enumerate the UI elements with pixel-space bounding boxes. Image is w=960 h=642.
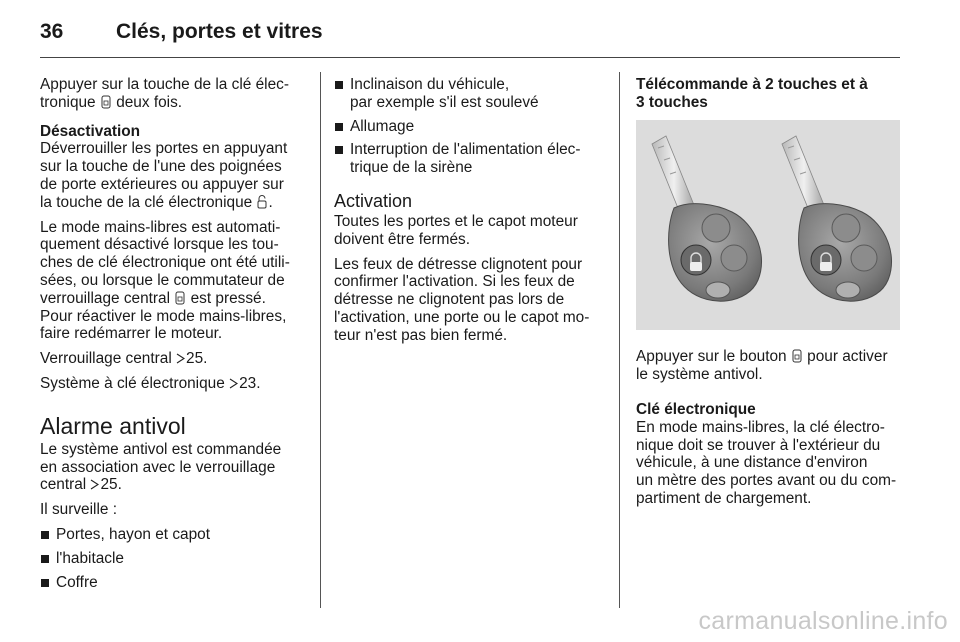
bullet-icon — [41, 555, 49, 563]
bullet-icon — [41, 579, 49, 587]
paragraph-deactivation: Déverrouiller les portes en appuyant sur la touche de l'une des poignées de porte extérieures ou appuyer sur la touche de la clé électronique . — [40, 140, 288, 211]
page-title: Clés, portes et vitres — [116, 20, 323, 43]
column-divider — [320, 72, 321, 608]
open-lock-icon — [257, 195, 267, 209]
bullet-icon — [335, 81, 343, 89]
list-item: Interruption de l'alimentation élec- trique de la sirène — [334, 141, 606, 177]
list-item: Portes, hayon et capot — [40, 526, 308, 544]
arrow-ref-icon — [229, 378, 238, 389]
page-number: 36 — [40, 20, 64, 43]
electronic-key-heading: Clé électronique — [636, 400, 756, 418]
remote-heading: Télécommande à 2 touches et à 3 touches — [636, 76, 868, 111]
watermark: carmanualsonline.info — [698, 607, 948, 635]
column-middle — [334, 76, 606, 352]
list-item: l'habitacle — [40, 550, 308, 568]
paragraph-handsfree-mode: Le mode mains-libres est automati- quement désactivé lorsque les tou- ches de clé électronique ont été utili- sées, ou lorsque le commutateur de verrouillage central est pressé. Pour réactiver le mode mains-libres, faire redémarrer le moteur. — [40, 218, 290, 343]
monitors-list — [40, 526, 308, 591]
paragraph-electronic-key: En mode mains-libres, la clé électro- nique doit se trouver à l'extérieur du véhicule, à une distance d'environ un mètre des portes avant ou du com- partiment de chargement. — [636, 418, 897, 507]
monitors-list-continued — [334, 76, 606, 177]
paragraph-press-twice: Appuyer sur la touche de la clé élec- tronique deux fois. — [40, 76, 289, 111]
deactivation-heading: Désactivation — [40, 122, 141, 140]
central-lock-icon — [175, 291, 185, 305]
list-item: Coffre — [40, 574, 308, 592]
bullet-icon — [335, 123, 343, 131]
section-heading-activation: Activation — [334, 190, 413, 211]
bullet-icon — [41, 531, 49, 539]
remote-keys-illustration — [636, 120, 900, 330]
paragraph-hazard-lights: Les feux de détresse clignotent pour confirmer l'activation. Si les feux de détresse ne clignotent pas lors de l'activation, une porte ou le capot mo- teur n'est pas bien fermé. — [334, 255, 590, 344]
arrow-ref-icon — [176, 353, 185, 364]
column-left — [40, 76, 308, 597]
header-divider — [40, 57, 900, 58]
page-header — [40, 14, 920, 54]
bullet-icon — [335, 146, 343, 154]
monitors-intro: Il surveille : — [40, 501, 117, 519]
arrow-ref-icon — [90, 479, 99, 490]
list-item: Allumage — [334, 118, 606, 136]
paragraph-alarm-intro: Le système antivol est commandée en association avec le verrouillage central 25. — [40, 440, 282, 494]
column-right — [636, 76, 906, 515]
lock-icon — [101, 95, 111, 109]
reference-electronic-key[interactable]: Système à clé électronique 23. — [40, 374, 261, 392]
reference-central-locking[interactable]: Verrouillage central 25. — [40, 350, 208, 368]
list-item: Inclinaison du véhicule, par exemple s'il est soulevé — [334, 76, 606, 112]
lock-icon — [792, 349, 802, 363]
column-divider — [619, 72, 620, 608]
paragraph-activate-button: Appuyer sur le bouton pour activer le système antivol. — [636, 348, 888, 384]
section-heading-alarm: Alarme antivol — [40, 412, 186, 439]
paragraph-activation-requirement: Toutes les portes et le capot moteur doivent être fermés. — [334, 212, 578, 248]
